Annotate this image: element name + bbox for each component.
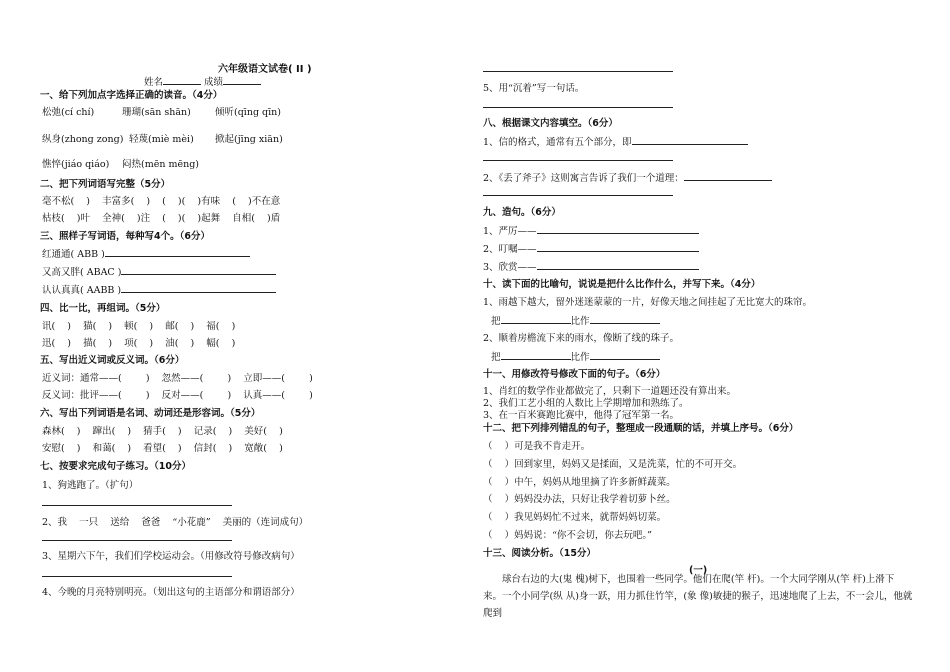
s2-row2: 枯枝( )叶 全神( )注 ( )( )起舞 自相( )盾 xyxy=(42,213,281,224)
answer-blank[interactable] xyxy=(121,283,276,293)
answer-line[interactable] xyxy=(483,71,673,72)
s12-item: （ ）妈妈没办法，只好让我学着切萝卜丝。 xyxy=(483,494,676,505)
pinyin-item: 倾听(qīng qīn) xyxy=(215,107,281,118)
answer-blank[interactable] xyxy=(537,260,699,270)
s8-q1 xyxy=(483,134,748,148)
name-label: 姓名 xyxy=(144,77,164,88)
ba-label: 把 xyxy=(491,316,501,327)
name-score-line xyxy=(144,74,261,88)
s8-q1-text: 1、信的格式，通常有五个部分，即 xyxy=(483,137,632,148)
s7-q4: 4、今晚的月亮特别明亮。（划出这句的主语部分和谓语部分） xyxy=(42,587,300,598)
reading-subtitle: (一) xyxy=(689,565,708,576)
section7-heading: 七、按要求完成句子练习。（10分） xyxy=(40,461,191,472)
pinyin-item: 憔悴(jiáo qiáo) xyxy=(42,159,110,170)
answer-line[interactable] xyxy=(483,195,673,196)
s7-q1: 1、狗逃跑了。（扩句） xyxy=(42,480,139,491)
s7-q5: 5、用“沉着”写一句话。 xyxy=(483,83,585,94)
s1-row2 xyxy=(42,131,283,145)
bizuo-label: 比作 xyxy=(570,352,590,363)
s3-item-label: 红通通( ABB ) xyxy=(42,249,105,260)
s9-item-label: 1、严厉—— xyxy=(483,226,537,237)
reading-passage: 球台右边的大(鬼 槐)树下，也围着一些同学。他们在爬(竿 杆)。一个大同学刚从(竿 杆)上滑下来。一个小同学(纵 从)身一跃，用力抓住竹竿，(象 像)敏捷的猴子，迅速地爬了上去，不一会儿，他就爬到 xyxy=(483,574,913,619)
s10-q2: 2、顺着房檐流下来的雨水，像断了线的珠子。 xyxy=(483,333,680,344)
s11-item: 2、我们工艺小组的人数比上学期增加和熟练了。 xyxy=(483,398,689,409)
s12-item: （ ）回到家里，妈妈又是揉面，又是洗菜，忙的不可开交。 xyxy=(483,459,743,470)
s10-answer2 xyxy=(491,349,660,363)
s9-item xyxy=(483,223,699,237)
section11-heading: 十一、用修改符号修改下面的句子。（6分） xyxy=(483,369,666,380)
score-blank[interactable] xyxy=(223,75,261,85)
score-label: 成绩 xyxy=(204,77,224,88)
answer-blank[interactable] xyxy=(121,265,276,275)
answer-blank[interactable] xyxy=(501,314,571,324)
s12-item: （ ）我见妈妈忙不过来，就帮妈妈切菜。 xyxy=(483,512,667,523)
section1-heading: 一、给下列加点字选择正确的读音。（4分） xyxy=(40,90,223,101)
s12-item: （ ）可是我不肯走开。 xyxy=(483,441,591,452)
s12-item: （ ）中午，妈妈从地里摘了许多新鲜蔬菜。 xyxy=(483,477,676,488)
s10-q1: 1、雨越下越大，留外迷迷蒙蒙的一片，好像天地之间挂起了无比宽大的珠帘。 xyxy=(483,297,813,308)
pinyin-item: 松弛(cí chí) xyxy=(42,107,95,118)
s9-item xyxy=(483,259,699,273)
s6-row1: 森林( ) 蹿出( ) 猜手( ) 记录( ) 美好( ) xyxy=(42,426,283,437)
s2-row1: 毫不松( ) 丰富多( ) ( )( )有味 ( )不在意 xyxy=(42,196,281,207)
s5-row1: 近义词：通常——( ) 忽然——( ) 立即——( ) xyxy=(42,373,313,384)
name-blank[interactable] xyxy=(163,75,201,85)
pinyin-item: 闷热(mēn mēng) xyxy=(122,159,200,170)
s9-item xyxy=(483,241,699,255)
answer-blank[interactable] xyxy=(632,135,748,145)
section5-heading: 五、写出近义词或反义词。（6分） xyxy=(40,355,185,366)
answer-line[interactable] xyxy=(42,505,232,506)
ba-label: 把 xyxy=(491,352,501,363)
answer-line[interactable] xyxy=(483,107,673,108)
s1-row3 xyxy=(42,156,199,170)
section9-heading: 九、造句。（6分） xyxy=(483,207,561,218)
section12-heading: 十二、把下列排列错乱的句子，整理成一段通顺的话，并填上序号。（6分） xyxy=(483,423,799,434)
answer-blank[interactable] xyxy=(537,242,699,252)
s3-item xyxy=(42,246,250,260)
s4-row1: 讯( ) 猫( ) 顿( ) 邮( ) 福( ) xyxy=(42,321,236,332)
pinyin-item: 珊瑚(sān shān) xyxy=(122,107,191,118)
page-title: 六年级语文试卷( II ) xyxy=(218,64,312,75)
answer-blank[interactable] xyxy=(590,350,660,360)
s3-item xyxy=(42,264,276,278)
section3-heading: 三、照样子写词语，每种写4个。（6分） xyxy=(40,231,210,242)
section13-heading: 十三、阅读分析。（15分） xyxy=(483,548,596,559)
pinyin-item: 掀起(jīng xiān) xyxy=(215,134,283,145)
answer-blank[interactable] xyxy=(537,224,699,234)
answer-blank[interactable] xyxy=(684,171,772,181)
s12-item: （ ）妈妈说：“你不会切，你去玩吧。” xyxy=(483,530,653,541)
section6-heading: 六、写出下列词语是名词、动词还是形容词。（5分） xyxy=(40,408,261,419)
section4-heading: 四、比一比，再组词。（5分） xyxy=(40,303,166,314)
s10-answer1 xyxy=(491,313,660,327)
s1-row1 xyxy=(42,104,281,118)
s4-row2: 迅( ) 描( ) 项( ) 油( ) 幅( ) xyxy=(42,338,236,349)
answer-line[interactable] xyxy=(42,540,232,541)
s11-item: 1、肖红的数学作业都做完了，只剩下一道题还没有算出来。 xyxy=(483,386,737,397)
pinyin-item: 纵身(zhong zong) xyxy=(42,134,124,145)
pinyin-item: 轻蔑(miè mèi) xyxy=(129,134,194,145)
s8-q2-text: 2、《丢了斧子》这则寓言告诉了我们一个道理： xyxy=(483,173,684,184)
bizuo-label: 比作 xyxy=(570,316,590,327)
answer-blank[interactable] xyxy=(590,314,660,324)
s11-item: 3、在一百米赛跑比赛中，他得了冠军第一名。 xyxy=(483,410,680,421)
answer-line[interactable] xyxy=(483,160,673,161)
section10-heading: 十、读下面的比喻句，说说是把什么比作什么，并写下来。（4分） xyxy=(483,279,761,290)
section2-heading: 二、把下列词语写完整（5分） xyxy=(40,179,171,190)
answer-blank[interactable] xyxy=(501,350,571,360)
s5-row2: 反义词：批评——( ) 反对——( ) 认真——( ) xyxy=(42,390,313,401)
section8-heading: 八、根据课文内容填空。（6分） xyxy=(483,118,618,129)
answer-blank[interactable] xyxy=(105,247,250,257)
s9-item-label: 3、欣赏—— xyxy=(483,262,537,273)
s6-row2: 安慰( ) 和蔼( ) 看望( ) 信封( ) 宽敞( ) xyxy=(42,443,283,454)
s3-item xyxy=(42,282,276,296)
s9-item-label: 2、叮嘱—— xyxy=(483,244,537,255)
s3-item-label: 又高又胖( ABAC ) xyxy=(42,267,122,278)
s7-q2: 2、我 一只 送给 爸爸 “小花鹿” 美丽的（连词成句） xyxy=(42,517,309,528)
answer-line[interactable] xyxy=(42,576,232,577)
s8-q2 xyxy=(483,170,772,184)
s7-q3: 3、星期六下午，我们们学校运动会。（用修改符号修改病句） xyxy=(42,551,300,562)
s3-item-label: 认认真真( AABB ) xyxy=(42,285,122,296)
